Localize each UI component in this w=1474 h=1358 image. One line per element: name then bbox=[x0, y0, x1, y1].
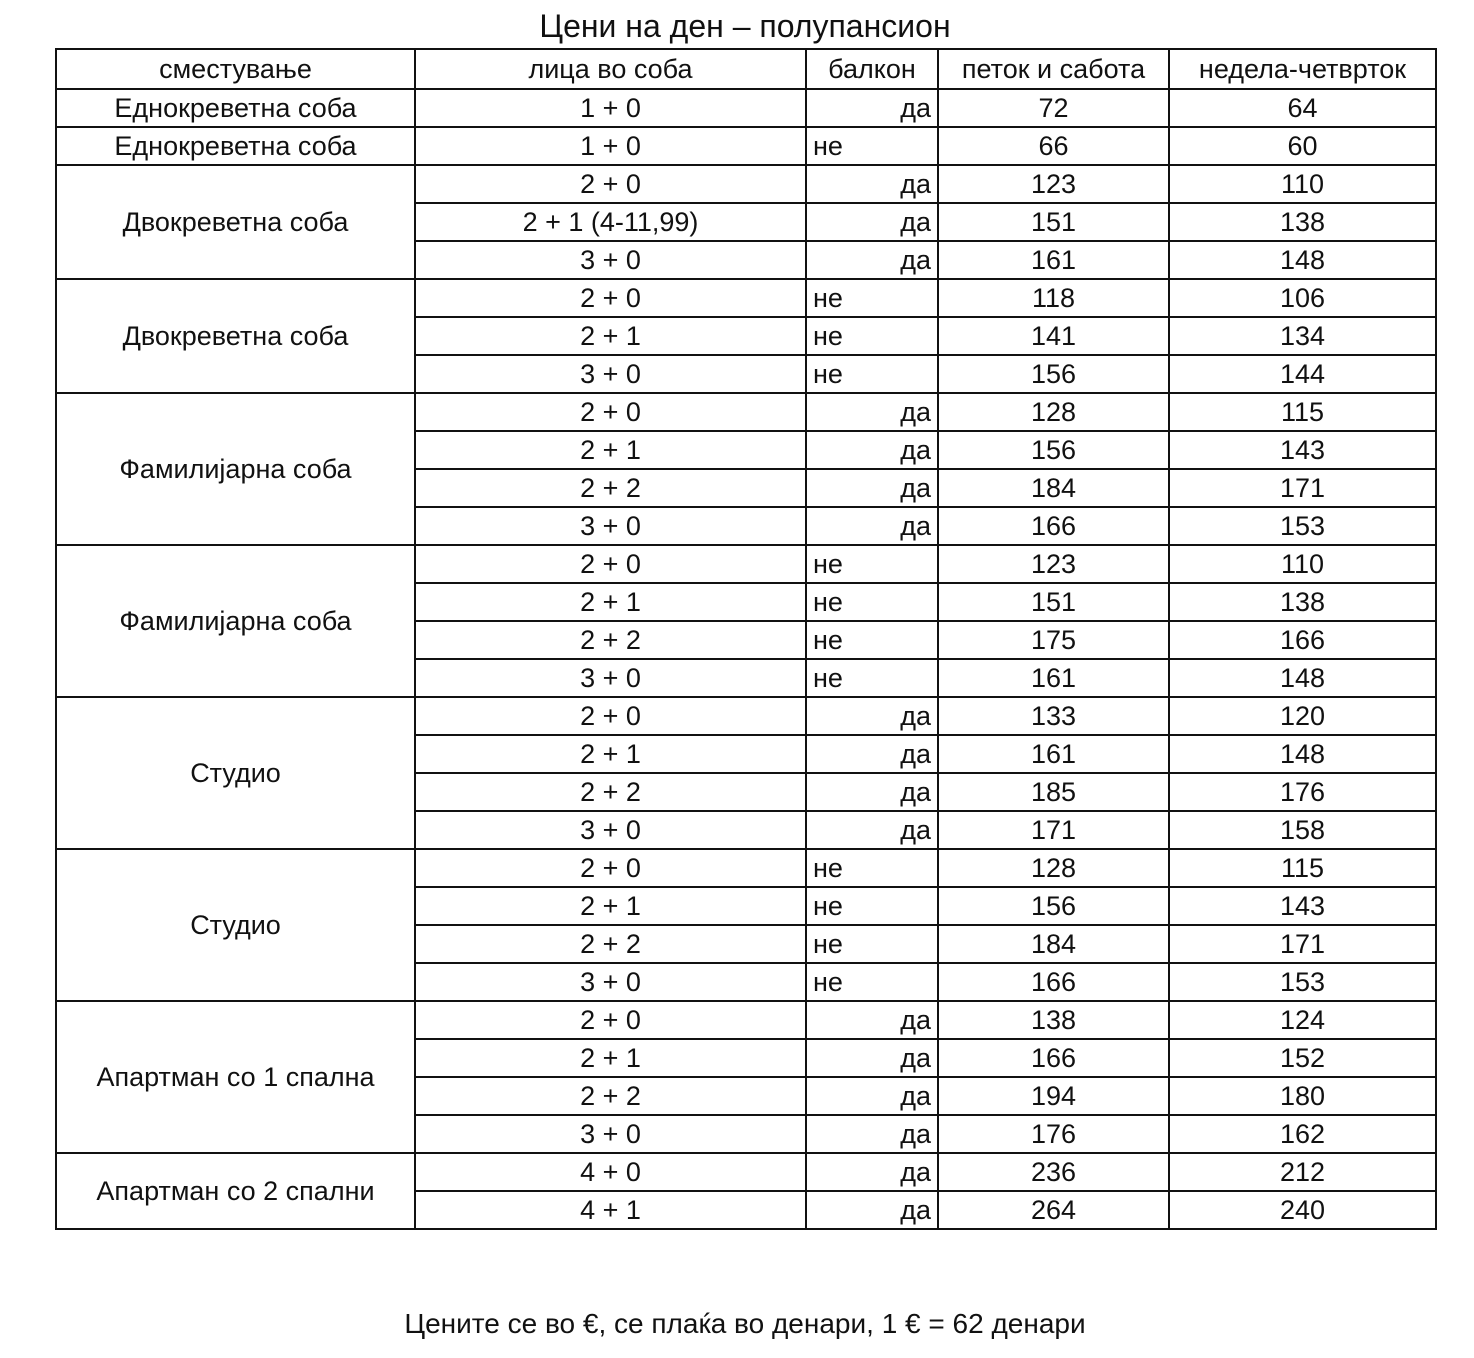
persons-cell: 3 + 0 bbox=[415, 1115, 806, 1153]
table-row bbox=[56, 279, 1436, 317]
price-fri-sat-cell: 194 bbox=[938, 1077, 1169, 1115]
table-row bbox=[56, 545, 1436, 583]
price-fri-sat-cell: 185 bbox=[938, 773, 1169, 811]
price-sun-thu-cell: 110 bbox=[1169, 545, 1436, 583]
price-fri-sat-cell: 72 bbox=[938, 89, 1169, 127]
price-fri-sat-cell: 128 bbox=[938, 393, 1169, 431]
balcony-cell: да bbox=[806, 393, 938, 431]
table-row bbox=[56, 393, 1436, 431]
balcony-cell: да bbox=[806, 203, 938, 241]
room-type-cell: Апартман со 2 спални bbox=[56, 1153, 415, 1229]
balcony-cell: да bbox=[806, 1001, 938, 1039]
price-fri-sat-cell: 161 bbox=[938, 735, 1169, 773]
price-sun-thu-cell: 180 bbox=[1169, 1077, 1436, 1115]
price-sun-thu-cell: 64 bbox=[1169, 89, 1436, 127]
table-row bbox=[56, 849, 1436, 887]
price-fri-sat-cell: 123 bbox=[938, 165, 1169, 203]
price-fri-sat-cell: 161 bbox=[938, 659, 1169, 697]
persons-cell: 2 + 0 bbox=[415, 165, 806, 203]
balcony-cell: не bbox=[806, 621, 938, 659]
price-fri-sat-cell: 166 bbox=[938, 507, 1169, 545]
price-fri-sat-cell: 156 bbox=[938, 887, 1169, 925]
price-sun-thu-cell: 158 bbox=[1169, 811, 1436, 849]
price-sun-thu-cell: 138 bbox=[1169, 583, 1436, 621]
price-fri-sat-cell: 151 bbox=[938, 583, 1169, 621]
table-row bbox=[56, 127, 1436, 165]
price-sun-thu-cell: 240 bbox=[1169, 1191, 1436, 1229]
balcony-cell: да bbox=[806, 431, 938, 469]
balcony-cell: да bbox=[806, 469, 938, 507]
price-sun-thu-cell: 148 bbox=[1169, 659, 1436, 697]
balcony-cell: да bbox=[806, 1115, 938, 1153]
persons-cell: 4 + 1 bbox=[415, 1191, 806, 1229]
column-header-persons: лица во соба bbox=[415, 49, 806, 89]
price-sun-thu-cell: 153 bbox=[1169, 507, 1436, 545]
persons-cell: 3 + 0 bbox=[415, 811, 806, 849]
price-fri-sat-cell: 156 bbox=[938, 431, 1169, 469]
column-header-sun-thu: недела-четврток bbox=[1169, 49, 1436, 89]
persons-cell: 3 + 0 bbox=[415, 507, 806, 545]
price-sun-thu-cell: 144 bbox=[1169, 355, 1436, 393]
room-type-cell: Еднокреветна соба bbox=[56, 127, 415, 165]
price-fri-sat-cell: 151 bbox=[938, 203, 1169, 241]
persons-cell: 2 + 2 bbox=[415, 469, 806, 507]
price-sun-thu-cell: 115 bbox=[1169, 849, 1436, 887]
room-type-cell: Студио bbox=[56, 849, 415, 1001]
price-fri-sat-cell: 118 bbox=[938, 279, 1169, 317]
price-sun-thu-cell: 148 bbox=[1169, 241, 1436, 279]
price-fri-sat-cell: 156 bbox=[938, 355, 1169, 393]
price-sun-thu-cell: 138 bbox=[1169, 203, 1436, 241]
price-sun-thu-cell: 148 bbox=[1169, 735, 1436, 773]
balcony-cell: не bbox=[806, 963, 938, 1001]
price-sun-thu-cell: 60 bbox=[1169, 127, 1436, 165]
balcony-cell: да bbox=[806, 697, 938, 735]
room-type-cell: Двокреветна соба bbox=[56, 279, 415, 393]
balcony-cell: да bbox=[806, 735, 938, 773]
price-fri-sat-cell: 171 bbox=[938, 811, 1169, 849]
price-sun-thu-cell: 115 bbox=[1169, 393, 1436, 431]
column-header-fri-sat: петок и сабота bbox=[938, 49, 1169, 89]
balcony-cell: да bbox=[806, 1039, 938, 1077]
persons-cell: 2 + 0 bbox=[415, 1001, 806, 1039]
column-header-balcony: балкон bbox=[806, 49, 938, 89]
room-type-cell: Фамилијарна соба bbox=[56, 393, 415, 545]
price-fri-sat-cell: 141 bbox=[938, 317, 1169, 355]
balcony-cell: не bbox=[806, 545, 938, 583]
price-sun-thu-cell: 171 bbox=[1169, 925, 1436, 963]
persons-cell: 2 + 0 bbox=[415, 849, 806, 887]
price-fri-sat-cell: 123 bbox=[938, 545, 1169, 583]
table-row bbox=[56, 89, 1436, 127]
room-type-cell: Еднокреветна соба bbox=[56, 89, 415, 127]
table-row bbox=[56, 1153, 1436, 1191]
balcony-cell: не bbox=[806, 279, 938, 317]
room-type-cell: Фамилијарна соба bbox=[56, 545, 415, 697]
room-type-cell: Студио bbox=[56, 697, 415, 849]
column-header-accommodation: сместување bbox=[56, 49, 415, 89]
persons-cell: 2 + 2 bbox=[415, 925, 806, 963]
persons-cell: 2 + 0 bbox=[415, 545, 806, 583]
price-sun-thu-cell: 166 bbox=[1169, 621, 1436, 659]
persons-cell: 2 + 0 bbox=[415, 279, 806, 317]
price-sun-thu-cell: 153 bbox=[1169, 963, 1436, 1001]
balcony-cell: не bbox=[806, 583, 938, 621]
persons-cell: 2 + 2 bbox=[415, 621, 806, 659]
balcony-cell: да bbox=[806, 1153, 938, 1191]
balcony-cell: да bbox=[806, 241, 938, 279]
persons-cell: 2 + 1 bbox=[415, 887, 806, 925]
persons-cell: 3 + 0 bbox=[415, 241, 806, 279]
balcony-cell: да bbox=[806, 1191, 938, 1229]
persons-cell: 2 + 2 bbox=[415, 773, 806, 811]
price-fri-sat-cell: 176 bbox=[938, 1115, 1169, 1153]
room-type-cell: Двокреветна соба bbox=[56, 165, 415, 279]
persons-cell: 1 + 0 bbox=[415, 89, 806, 127]
table-row bbox=[56, 697, 1436, 735]
balcony-cell: не bbox=[806, 317, 938, 355]
balcony-cell: да bbox=[806, 165, 938, 203]
balcony-cell: да bbox=[806, 773, 938, 811]
price-sun-thu-cell: 212 bbox=[1169, 1153, 1436, 1191]
price-fri-sat-cell: 175 bbox=[938, 621, 1169, 659]
price-fri-sat-cell: 184 bbox=[938, 925, 1169, 963]
balcony-cell: не bbox=[806, 925, 938, 963]
table-header-row bbox=[56, 49, 1436, 89]
balcony-cell: не bbox=[806, 127, 938, 165]
balcony-cell: да bbox=[806, 89, 938, 127]
persons-cell: 2 + 1 bbox=[415, 317, 806, 355]
persons-cell: 2 + 0 bbox=[415, 393, 806, 431]
price-sun-thu-cell: 143 bbox=[1169, 431, 1436, 469]
price-sun-thu-cell: 124 bbox=[1169, 1001, 1436, 1039]
price-sun-thu-cell: 143 bbox=[1169, 887, 1436, 925]
balcony-cell: не bbox=[806, 659, 938, 697]
price-sun-thu-cell: 120 bbox=[1169, 697, 1436, 735]
persons-cell: 3 + 0 bbox=[415, 963, 806, 1001]
price-fri-sat-cell: 166 bbox=[938, 1039, 1169, 1077]
room-type-cell: Апартман со 1 спална bbox=[56, 1001, 415, 1153]
price-fri-sat-cell: 184 bbox=[938, 469, 1169, 507]
price-fri-sat-cell: 133 bbox=[938, 697, 1169, 735]
persons-cell: 2 + 1 bbox=[415, 1039, 806, 1077]
price-sun-thu-cell: 152 bbox=[1169, 1039, 1436, 1077]
price-table-body bbox=[56, 89, 1436, 1229]
persons-cell: 2 + 1 (4-11,99) bbox=[415, 203, 806, 241]
table-row bbox=[56, 1001, 1436, 1039]
price-fri-sat-cell: 264 bbox=[938, 1191, 1169, 1229]
balcony-cell: не bbox=[806, 887, 938, 925]
price-sun-thu-cell: 106 bbox=[1169, 279, 1436, 317]
persons-cell: 2 + 0 bbox=[415, 697, 806, 735]
currency-footnote: Цените се во €, се плаќа во денари, 1 € = 62 денари bbox=[404, 1308, 1086, 1339]
price-fri-sat-cell: 166 bbox=[938, 963, 1169, 1001]
balcony-cell: да bbox=[806, 507, 938, 545]
table-row bbox=[56, 165, 1436, 203]
balcony-cell: не bbox=[806, 849, 938, 887]
balcony-cell: да bbox=[806, 811, 938, 849]
price-fri-sat-cell: 138 bbox=[938, 1001, 1169, 1039]
price-sun-thu-cell: 176 bbox=[1169, 773, 1436, 811]
price-sun-thu-cell: 110 bbox=[1169, 165, 1436, 203]
persons-cell: 2 + 1 bbox=[415, 431, 806, 469]
price-table bbox=[55, 48, 1437, 1230]
persons-cell: 2 + 1 bbox=[415, 735, 806, 773]
persons-cell: 1 + 0 bbox=[415, 127, 806, 165]
persons-cell: 2 + 2 bbox=[415, 1077, 806, 1115]
price-fri-sat-cell: 128 bbox=[938, 849, 1169, 887]
price-fri-sat-cell: 66 bbox=[938, 127, 1169, 165]
balcony-cell: не bbox=[806, 355, 938, 393]
balcony-cell: да bbox=[806, 1077, 938, 1115]
persons-cell: 3 + 0 bbox=[415, 355, 806, 393]
persons-cell: 2 + 1 bbox=[415, 583, 806, 621]
price-fri-sat-cell: 161 bbox=[938, 241, 1169, 279]
price-sun-thu-cell: 162 bbox=[1169, 1115, 1436, 1153]
persons-cell: 3 + 0 bbox=[415, 659, 806, 697]
persons-cell: 4 + 0 bbox=[415, 1153, 806, 1191]
price-fri-sat-cell: 236 bbox=[938, 1153, 1169, 1191]
price-sun-thu-cell: 134 bbox=[1169, 317, 1436, 355]
price-sun-thu-cell: 171 bbox=[1169, 469, 1436, 507]
page-title: Цени на ден – полупансион bbox=[539, 8, 951, 44]
